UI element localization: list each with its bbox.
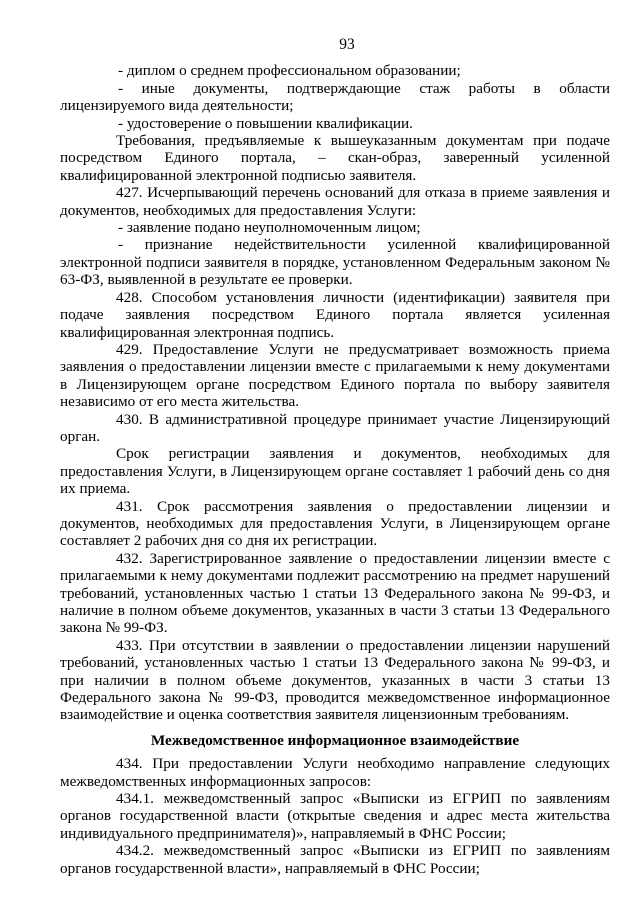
paragraph-430: 430. В административной процедуре принимает участие Лицензирующий орган. <box>60 410 610 445</box>
page-number: 93 <box>339 36 355 53</box>
paragraph-431: 431. Срок рассмотрения заявления о предоставлении лицензии и документов, необходимых для предоставления Услуги, в Лицензирующем органе составляет 2 рабочих дня со дня их регистрации. <box>60 497 610 550</box>
paragraph-requirements: Требования, предъявляемые к вышеуказанным документам при подаче посредством Единого портала, – скан-образ, заверенный усиленной квалифицированной электронной подписью заявителя. <box>60 132 610 184</box>
section-heading: Межведомственное информационное взаимодействие <box>150 731 520 749</box>
paragraph-427: 427. Исчерпывающий перечень оснований для отказа в приеме заявления и документов, необходимых для предоставления Услуги: <box>60 184 610 219</box>
paragraph-434: 434. При предоставлении Услуги необходимо направление следующих межведомственных информационных запросов: <box>60 755 610 790</box>
list-item-invalid-signature: - признание недействительности усиленной квалифицированной электронной подписи заявителя в порядке, установленном Федеральным законом № 63-ФЗ, выявленной в результате ее проверки. <box>60 236 610 289</box>
paragraph-registration-term: Срок регистрации заявления и документов, необходимых для предоставления Услуги, в Лицензирующем органе составляет 1 рабочий день со дня их приема. <box>60 445 610 498</box>
paragraph-432: 432. Зарегистрированное заявление о предоставлении лицензии вместе с прилагаемыми к нему документами подлежит рассмотрению на предмет нарушений требований, установленных частью 1 статьи 13 Федерального закона № 99-ФЗ, и наличие в полном объеме документов, указанных в части 3 статьи 13 Федерального закона № 99-ФЗ. <box>60 549 610 637</box>
paragraph-433: 433. При отсутствии в заявлении о предоставлении лицензии нарушений требований, установленных частью 1 статьи 13 Федерального закона № 99-ФЗ, и при наличии в полном объеме документов, указанных в части 3 статьи 13 Федерального закона № 99-ФЗ, проводится межведомственное информационное взаимодействие и оценка соответствия заявителя лицензионным требованиям. <box>60 636 610 724</box>
paragraph-434-2: 434.2. межведомственный запрос «Выписки из ЕГРИП по заявлениям органов государственной власти», направляемый в ФНС России; <box>60 842 610 877</box>
list-item-other-documents: - иные документы, подтверждающие стаж работы в области лицензируемого вида деятельности; <box>60 79 610 115</box>
list-item-unauthorized-person: - заявление подано неуполномоченным лицом; <box>118 219 421 237</box>
list-item-qualification-certificate: - удостоверение о повышении квалификации. <box>118 114 413 132</box>
paragraph-434-1: 434.1. межведомственный запрос «Выписки из ЕГРИП по заявлениям органов государственной власти (открытые сведения и адрес места жительства индивидуального предпринимателя)», направляемый в ФНС России; <box>60 790 610 842</box>
paragraph-429: 429. Предоставление Услуги не предусматривает возможность приема заявления о предоставлении лицензии вместе с прилагаемыми к нему документами в Лицензирующем органе посредством Единого портала по выбору заявителя независимо от его места жительства. <box>60 340 610 411</box>
list-item-diploma: - диплом о среднем профессиональном образовании; <box>118 62 461 80</box>
paragraph-428: 428. Способом установления личности (идентификации) заявителя при подаче заявления посредством Единого портала является усиленная квалифицированная электронная подпись. <box>60 288 610 341</box>
